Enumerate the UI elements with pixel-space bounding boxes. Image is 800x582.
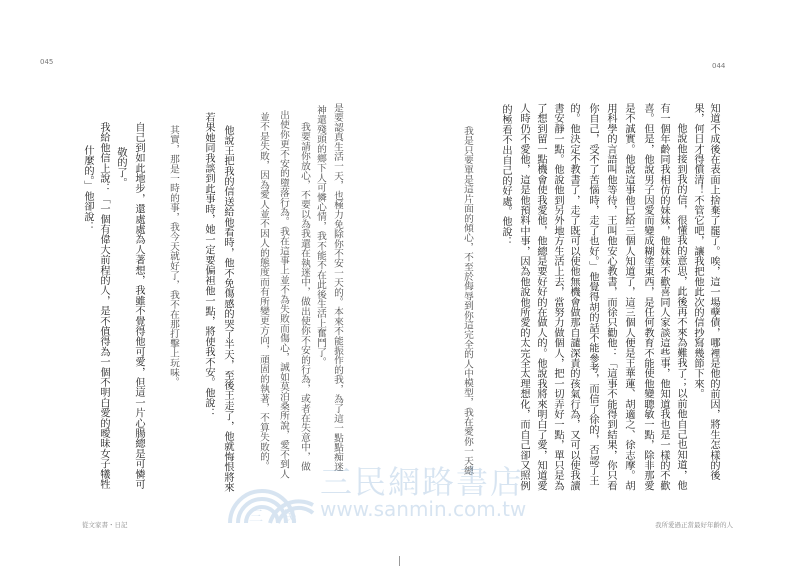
text-column: 自己到如此地步，還處處為人著想，我雖不覺得他可愛，但這一片心腸總是可憐可 xyxy=(133,122,144,490)
text-column: 敬的了。 xyxy=(115,147,126,188)
text-column: 他說王把我的信送給他看時，他不免傷感的哭了半天，至後王走了，他就悔恨將來 xyxy=(222,125,233,493)
text-column: 書安靜一點。他說他到另外地方生活上去，當努力做個人，把一切弄好一點，單只是為 xyxy=(552,103,563,491)
text-column: 人時仍不愛他，這是他預料中事，因為他說他所愛的太完全太理想化，而自己卻又照例 xyxy=(518,103,529,491)
sanmin-logo-icon xyxy=(225,455,315,525)
running-footer: 從文家書・日記 xyxy=(82,521,128,529)
quote-line: 出使你更不安的墮落行為。我在這事上並不為失敗而傷心，誠如莫泊桑所說，愛不到人 xyxy=(278,110,289,479)
text-column: 你自己，受不了苦惱時，走了也好。」他覺得胡的話不能參考，而信了徐的，否認了王 xyxy=(587,103,598,486)
svg-text:民: 民 xyxy=(283,509,297,525)
quote-line: 並不是失敗，因為愛人並不因人的態度而有所變更方向，頑固的執著，不算失敗的。 xyxy=(258,112,269,471)
text-column: 的極看不出自己的好處。他說： xyxy=(500,104,511,247)
svg-text:三: 三 xyxy=(249,509,263,525)
text-column: 的。他決定不教書了，走了既可以使他無機會做那自譴深責的孩氣行為，又可以使我讀 xyxy=(568,103,579,491)
watermark-title: 三民網路書店 xyxy=(320,463,525,501)
watermark-url: www.sanmin.com.tw xyxy=(320,497,527,521)
quote-line: 其實，那是一時的事，我今天就好了，我不在那打擊上玩味。 xyxy=(168,125,179,387)
running-footer: 我所愛過正當最好年齡的人 xyxy=(655,521,733,529)
quote-line: 我是只要單是這片面的傾心，不至於侮辱到你這完全的人中模型，我在愛你一天總 xyxy=(462,126,473,476)
text-column: 用科學的言語叫他等待，王叫他安心教書，而徐只勸他：「這事不能得到結果，你只看 xyxy=(605,103,616,491)
text-column: 果，何日才得償清！不管它吧，讓我把他此次的信抄寫幾節下來。 xyxy=(692,103,703,399)
gutter-line xyxy=(399,556,400,566)
text-column: 是不誠實。他說這事他已給三個人知道了，這三個人便是王華蓮、胡適之、徐志摩。胡 xyxy=(623,103,634,491)
text-column: 喜。但是，他說男子因愛而變成糊塗東西，是任何教育不能使他變聰敏一點，除非那愛 xyxy=(642,103,653,491)
quote-line: 神還殘頭的鄉下人可憐心情，我不能不在此後生活上奮鬥了。 xyxy=(315,105,326,367)
page-number: 045 xyxy=(40,58,54,66)
text-column: 若果她同我談到此事時，她一定要偏袒他一點，將使我不安。他說： xyxy=(203,112,214,418)
text-column: 有一個年齡同我相仿的妹妹，他妹妹不歡喜同人家談這些事，他知道我也是一樣的不歡 xyxy=(658,103,669,491)
text-column: 了想到留一點機會使我愛他，他總是要好好的在做人的。他說我將來明白了愛，知道愛 xyxy=(535,103,546,491)
text-column: 我給他信上說：「一個有偉大前程的人，是不值得為一個不明白愛的曖昧女子犧牲 xyxy=(98,122,109,490)
text-column: 知道不成後在表面上捨棄了罷了。唉，這一場孽債，哪裡是他的前因，將生怎樣的後 xyxy=(708,103,719,481)
page-number: 044 xyxy=(712,62,726,70)
text-column: 他說他接到我的信，很懂我的意思，此後再不來為難我了；以前他自己也知道，他 xyxy=(675,123,686,491)
quote-line: 我要請你放心，不要以為我還在執迷中，做出使你不安的行為，或者在失意中，做 xyxy=(299,122,310,472)
text-column: 什麼的。」他卻說： xyxy=(82,145,93,232)
watermark xyxy=(225,455,585,525)
quote-line: 是要認真生活一天，也極力免除你不安一天的。本來不能振作的我，為了這一點點痴迷 xyxy=(332,103,343,472)
